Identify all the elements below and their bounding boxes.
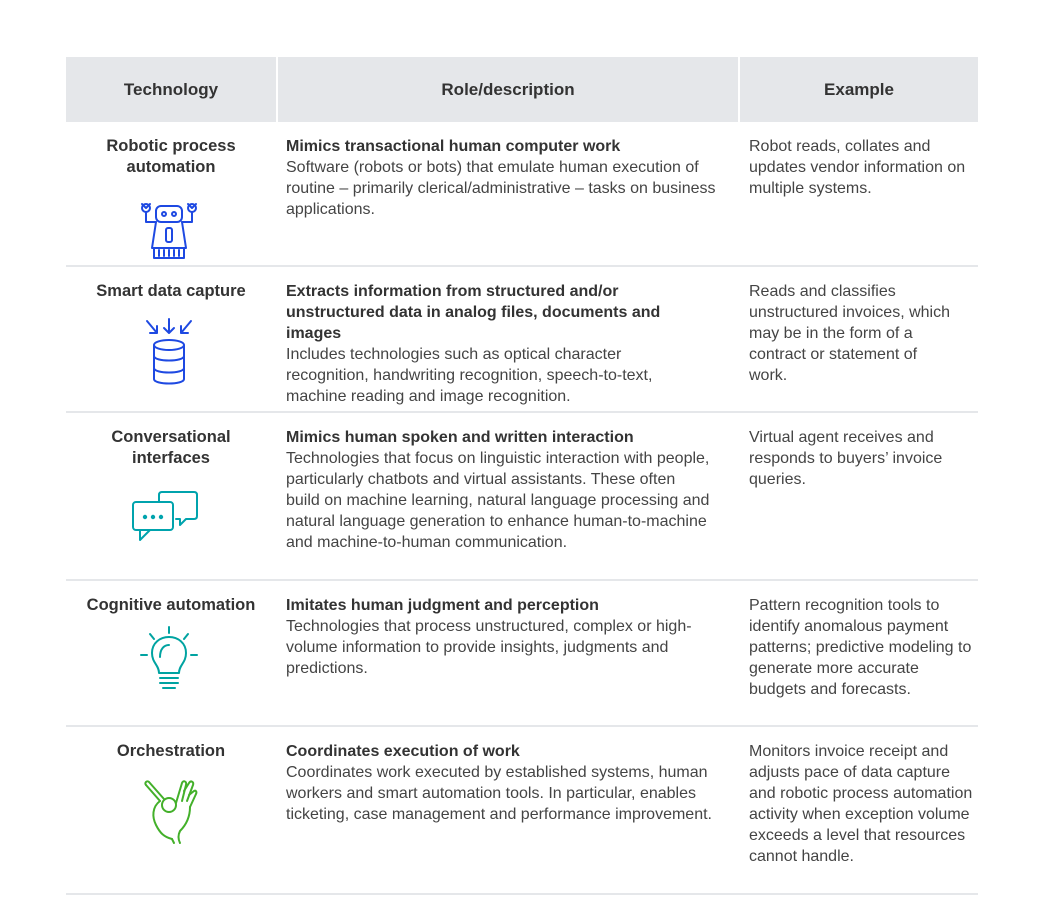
table-row [66,267,978,413]
technology-cell [66,595,276,616]
header-role-description: Role/description [278,57,740,122]
chat-bubbles-icon [130,488,200,548]
header-example: Example [824,79,894,99]
description-title: Coordinates execution of work [286,743,520,760]
example-cell: Robot reads, collates and updates vendor information on multiple systems. [749,138,966,197]
technology-table [66,57,978,895]
example-cell: Reads and classifies unstructured invoices, which may be in the form of a contract or statement of work. [749,283,950,384]
technology-cell [66,136,276,178]
technology-name: Orchestration [116,742,226,760]
ok-hand-icon [142,779,198,845]
technology-name: Cognitive automation [86,596,256,614]
database-icon [141,315,197,387]
table-row [66,413,978,581]
technology-name: Smart data capture [96,282,246,300]
description-cell [286,741,738,825]
description-body: Software (robots or bots) that emulate human execution of routine – primarily clerical/administrative – tasks on business applications. [286,159,716,218]
description-body: Coordinates work executed by established systems, human workers and smart automation tools. In particular, enables ticketing, case management and performance improvement. [286,764,712,823]
technology-cell [66,281,276,302]
description-body: Includes technologies such as optical character recognition, handwriting recognition, speech-to-text, machine reading and image recognition. [286,346,653,405]
example-cell: Pattern recognition tools to identify anomalous payment patterns; predictive modeling to generate more accurate budgets and forecasts. [749,597,972,698]
description-body: Technologies that process unstructured, complex or high-volume information to provide insights, judgments and predictions. [286,618,692,677]
table-row [66,122,978,267]
description-cell [286,595,738,679]
description-title: Extracts information from structured and/or unstructured data in analog files, documents and images [286,283,661,342]
description-cell [286,427,738,553]
example-cell: Virtual agent receives and responds to buyers’ invoice queries. [749,429,943,488]
example-cell: Monitors invoice receipt and adjusts pace of data capture and robotic process automation activity when exception volume exceeds a level that resources cannot handle. [749,743,973,865]
technology-name: Robotic process automation [106,137,236,176]
description-cell [286,136,738,220]
robot-icon [138,200,200,262]
table-row [66,581,978,727]
description-cell [286,281,738,407]
table-header [66,57,978,122]
technology-name: Conversational interfaces [111,428,231,467]
description-title: Mimics human spoken and written interaction [286,429,634,446]
technology-cell [66,741,276,762]
header-technology: Technology [66,57,278,122]
description-title: Mimics transactional human computer work [286,138,621,155]
lightbulb-icon [138,625,200,697]
technology-cell [66,427,276,469]
description-body: Technologies that focus on linguistic interaction with people, particularly chatbots and virtual assistants. These often build on machine learning, natural language processing and natural language generation to enhance human-to-machine and machine-to-human communication. [286,450,710,551]
description-title: Imitates human judgment and perception [286,597,599,614]
table-row [66,727,978,895]
